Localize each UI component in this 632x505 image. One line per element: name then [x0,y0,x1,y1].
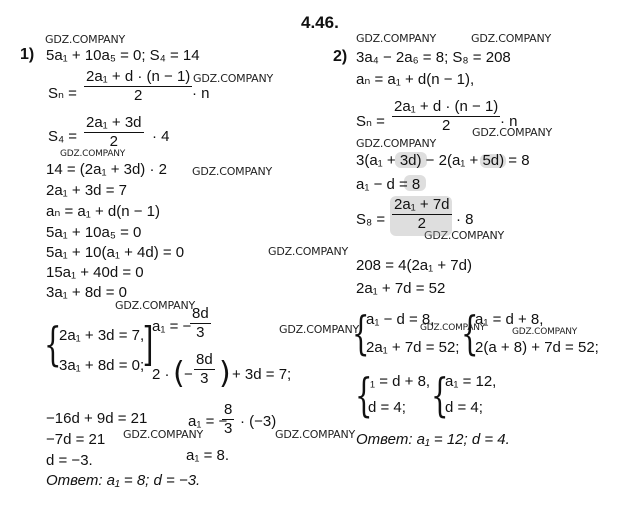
part2-line4: 2a₁ + 7d = 52 [356,280,446,297]
sn-formula-denominator: 2 [133,87,143,104]
s4-formula-lhs: S₄ = [48,128,78,145]
system-brace: { [352,306,370,360]
part2-sn-denominator: 2 [441,117,451,134]
problem-number: 4.46. [301,13,339,32]
a1-calc-numerator: 8 [224,401,233,418]
system1-row2-suffix: + 3d = 7; [232,366,292,383]
system1-eq2: 3a₁ + 8d = 0; [59,357,145,374]
watermark: GDZ.COMPANY [472,126,553,139]
system1-row2-prefix: 2 · [152,366,170,383]
sn-formula-lhs: Sₙ = [48,85,77,102]
system-brace: { [355,368,373,422]
part2-sysB-eq2: 2(a + 8) + 7d = 52; [475,339,599,356]
part2-sn-multiplier: · n [500,113,518,130]
part2-sysC-eq1: ₁ = d + 8, [370,373,431,390]
part1-given: 5a₁ + 10a₅ = 0; S₄ = 14 [46,47,200,64]
part2-line2: a₁ − d = 8 [356,176,421,193]
system1-row2-minus: − [184,366,193,383]
part2-s8-lhs: S₈ = [356,211,386,228]
sn-formula-multiplier: · n [192,85,210,102]
part2-line1: 3(a₁ + 3d) − 2(a₁ + 5d) = 8 [356,152,530,169]
a1-calc-denominator: 3 [224,420,233,437]
system1-row2-right-paren: ) [219,356,231,391]
sn-formula-fraction [84,68,192,105]
system1-row2-fraction [194,351,215,388]
watermark: GDZ.COMPANY [193,72,274,85]
system1-a1-numerator: 8d [192,305,209,322]
system-bracket: ] [142,317,154,371]
part2-sysD-eq2: d = 4; [445,399,483,416]
a1-result: a₁ = 8. [186,447,230,464]
system1-row2-left-paren: ( [173,356,185,391]
s4-formula-numerator: 2a₁ + 3d [86,114,142,131]
part2-sysA-eq1: a₁ − d = 8, [366,311,435,328]
part2-an-formula: aₙ = a₁ + d(n − 1), [356,71,475,88]
a1-calc-lhs: a₁ = − [188,413,228,430]
watermark: GDZ.COMPANY [420,323,486,333]
watermark: GDZ.COMPANY [424,229,505,242]
system1-eq1: 2a₁ + 3d = 7, [59,327,145,344]
part2-sysC-eq2: d = 4; [368,399,406,416]
watermark: GDZ.COMPANY [115,299,196,312]
a1-calc-rhs: · (−3) [240,413,277,430]
part2-sysD-eq1: a₁ = 12, [445,373,497,390]
s4-formula-multiplier: · 4 [152,128,170,145]
part2-given: 3a₄ − 2a₆ = 8; S₈ = 208 [356,49,511,66]
watermark: GDZ.COMPANY [192,165,273,178]
part2-s8-multiplier: · 8 [456,211,474,228]
sn-formula-numerator: 2a₁ + d · (n − 1) [86,68,191,85]
part1-line7: 3a₁ + 8d = 0 [46,284,127,301]
s4-formula-fraction [84,114,144,151]
watermark: GDZ.COMPANY [60,149,126,159]
part2-answer: Ответ: a₁ = 12; d = 4. [356,431,510,448]
watermark: GDZ.COMPANY [45,33,126,46]
part1-line8: −16d + 9d = 21 [46,410,148,427]
part2-s8-numerator: 2a₁ + 7d [394,196,450,213]
part2-line3: 208 = 4(2a₁ + 7d) [356,257,472,274]
system-brace: { [461,306,479,360]
part2-s8-fraction [392,196,452,233]
part2-sysB-eq1: a₁ = d + 8, [475,311,544,328]
part1-line1: 14 = (2a₁ + 3d) · 2 [46,161,167,178]
part1-label: 1) [20,46,35,63]
part1-line4: 5a₁ + 10a₅ = 0 [46,224,142,241]
system1-a1-fraction [190,305,211,342]
part1-line6: 15a₁ + 40d = 0 [46,264,144,281]
watermark: GDZ.COMPANY [356,137,437,150]
part2-s8-denominator: 2 [417,215,426,232]
part1-line2: 2a₁ + 3d = 7 [46,182,127,199]
system-brace: { [44,317,62,371]
a1-calc-fraction [222,401,234,438]
part1-line10: d = −3. [46,452,93,469]
system1-a1-denominator: 3 [196,324,205,341]
system1-a1-expr: a₁ = − [152,318,192,335]
watermark: GDZ.COMPANY [268,245,349,258]
system-brace: { [431,368,449,422]
part2-sn-fraction [392,98,500,135]
watermark: GDZ.COMPANY [512,327,578,337]
watermark: GDZ.COMPANY [275,428,356,441]
part1-answer: Ответ: a₁ = 8; d = −3. [46,472,201,489]
part2-sn-lhs: Sₙ = [356,113,385,130]
part2-sysA-eq2: 2a₁ + 7d = 52; [366,339,460,356]
watermark: GDZ.COMPANY [356,32,437,45]
system1-row2-denominator: 3 [200,370,209,387]
watermark: GDZ.COMPANY [471,32,552,45]
s4-formula-denominator: 2 [109,133,118,150]
watermark: GDZ.COMPANY [123,428,204,441]
watermark: GDZ.COMPANY [279,323,360,336]
part1-line5: 5a₁ + 10(a₁ + 4d) = 0 [46,244,185,261]
part1-line3: aₙ = a₁ + d(n − 1) [46,203,161,220]
part2-label: 2) [333,48,348,65]
system1-row2-numerator: 8d [196,351,213,368]
part1-line9: −7d = 21 [46,431,106,448]
part2-sn-numerator: 2a₁ + d · (n − 1) [394,98,499,115]
